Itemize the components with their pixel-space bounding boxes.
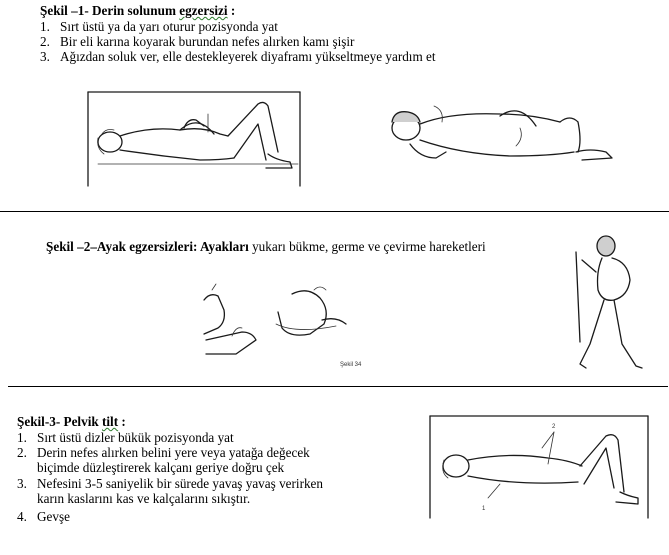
section3-title: Şekil-3- Pelvik tilt : <box>17 414 126 429</box>
list-item: 3. Ağızdan soluk ver, elle destekleyerek diyaframı yükseltmeye yardım et <box>40 49 436 65</box>
list-item: 2. Bir eli karına koyarak burundan nefes alırken kamı şişir <box>40 34 355 50</box>
section1-title: Şekil –1- Derin solunum egzersizi : <box>40 3 236 18</box>
figure-label: Şekil 34 <box>340 362 362 368</box>
list-item: 1. Sırt üstü dizler bükük pozisyonda yat <box>17 430 234 445</box>
section3-steps <box>17 430 323 524</box>
standing-woman-illustration <box>570 232 642 382</box>
section-divider <box>8 386 668 387</box>
list-item: 1. Sırt üstü ya da yarı oturur pozisyonda yat <box>40 19 278 34</box>
figure-number: 1 <box>482 506 486 512</box>
list-item: 2. Derin nefes alırken belini yere veya yatağa değecek biçimde düzleştirerek kalçanı geriye doğru çek <box>17 445 310 476</box>
section2-title: Şekil –2–Ayak egzersizleri: Ayakları yukarı bükme, germe ve çevirme hareketleri <box>46 239 486 254</box>
section-divider <box>0 211 669 212</box>
list-item: 4. Gevşe <box>17 509 70 525</box>
list-item: 3. Nefesini 3-5 saniyelik bir sürede yavaş yavaş verirken karın kaslarını kas ve kalçalarını sıkıştır. <box>17 475 323 506</box>
breathing-lying-illustration-2 <box>380 98 620 172</box>
section1-steps <box>40 19 436 65</box>
pelvic-tilt-illustration <box>430 414 650 524</box>
figure-number: 2 <box>552 424 556 430</box>
breathing-lying-illustration <box>88 92 302 188</box>
foot-exercise-illustration <box>192 280 362 370</box>
